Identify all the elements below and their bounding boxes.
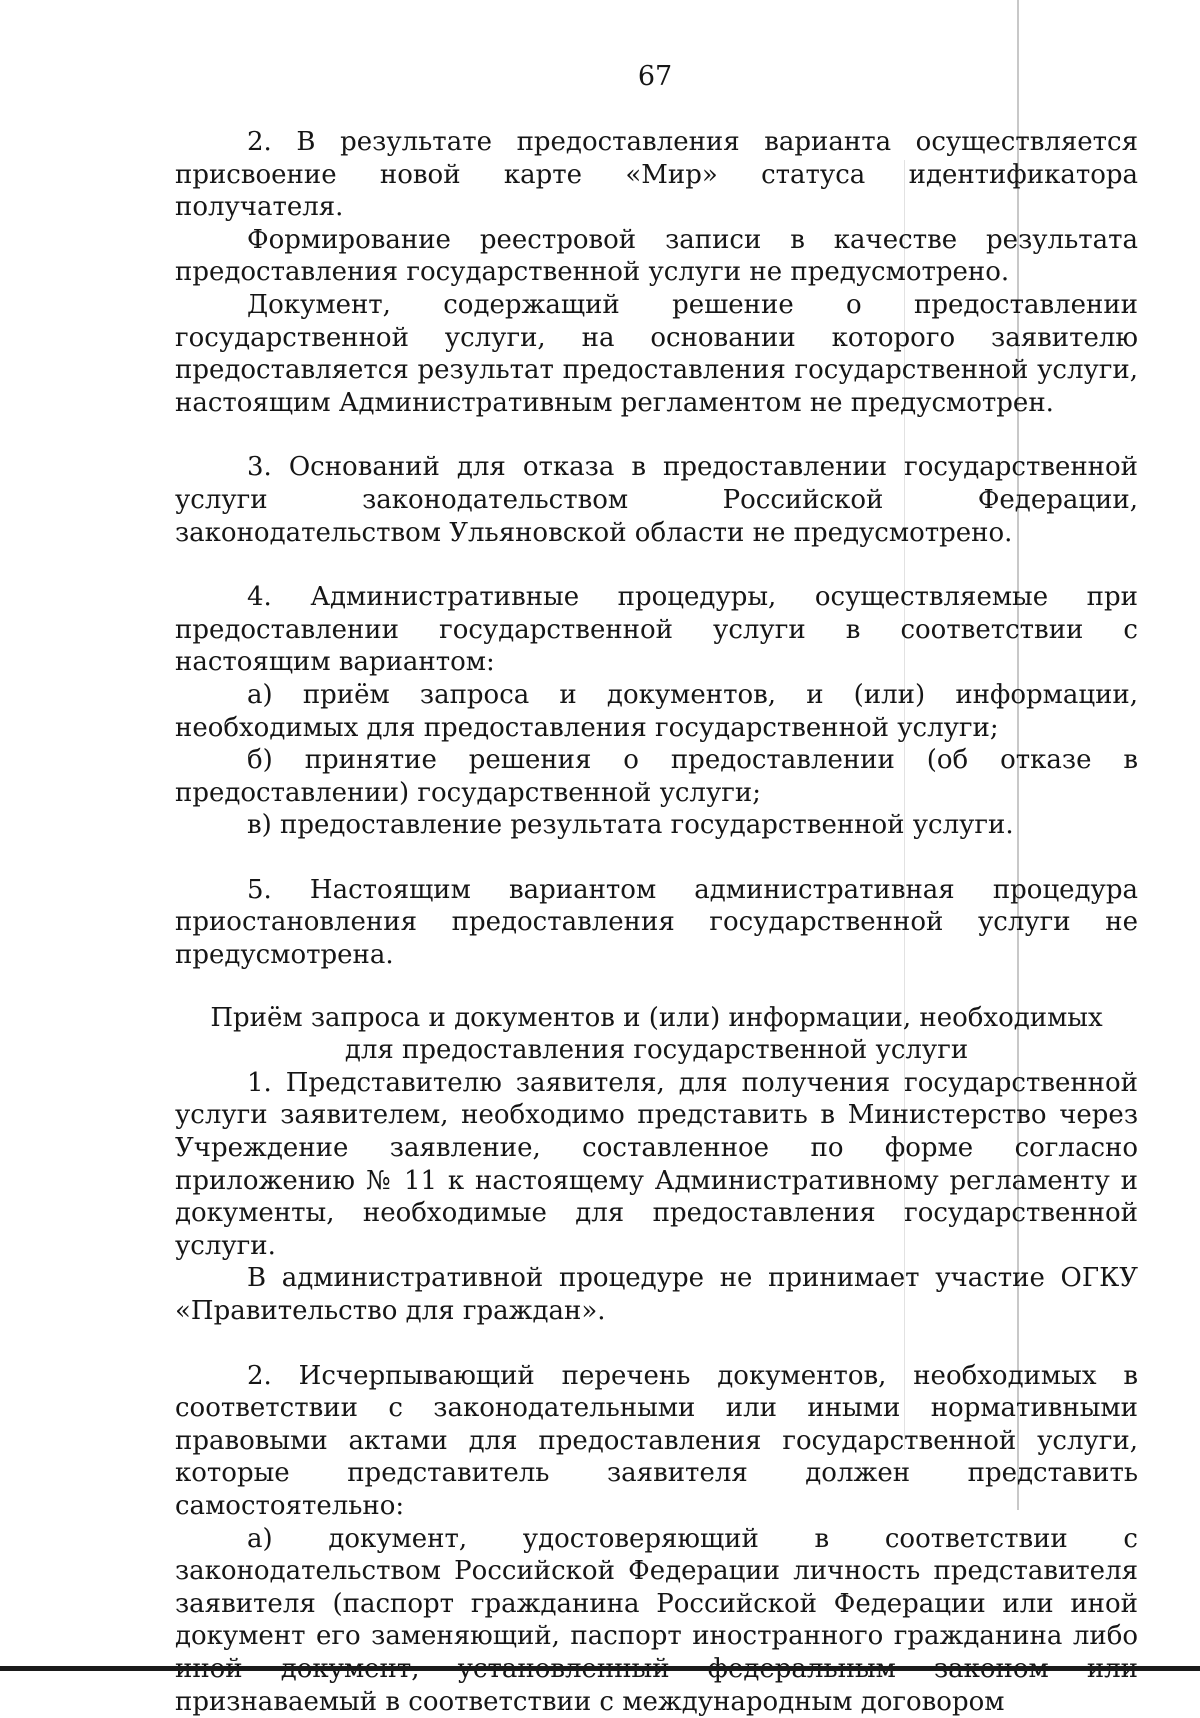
paragraph: 4. Административные процедуры, осуществляемые при предоставлении государственной услуги в соответствии с настоящим вариантом: (175, 582, 1138, 678)
paragraph: 5. Настоящим вариантом административная процедура приостановления предоставления государственной услуги не предусмотрена. (175, 874, 1138, 971)
list-item: б) принятие решения о предоставлении (об отказе в предоставлении) государственной услуги; (175, 745, 1138, 808)
paragraph: 2. В результате предоставления варианта осуществляется присвоение новой карте «Мир» статуса идентификатора получателя. (175, 127, 1138, 223)
paragraph: 3. Оснований для отказа в предоставлении государственной услуги законодательством Российской Федерации, законодательством Ульяновской области не предусмотрено. (175, 452, 1138, 548)
paragraph: Формирование реестровой записи в качестве результата предоставления государственной услуги не предусмотрено. (175, 224, 1138, 288)
list-item: в) предоставление результата государственной услуги. (247, 810, 1014, 841)
scan-border (0, 1666, 1200, 1671)
list-item: а) приём запроса и документов, и (или) информации, необходимых для предоставления государственной услуги; (175, 679, 1138, 743)
paragraph: В административной процедуре не принимает участие ОГКУ «Правительство для граждан». (175, 1263, 1138, 1326)
paragraph: Документ, содержащий решение о предоставлении государственной услуги, на основании которого заявителю предоставляется результат предоставления государственной услуги, настоящим Административным регламентом не предусмотрен. (175, 289, 1138, 418)
list-item: а) документ, удостоверяющий в соответствии с законодательством Российской Федерации личность представителя заявителя (паспорт гражданина Российской Федерации или иной документ его заменяющий, паспорт иностранного гражданина либо признаваемый в соответствии с международным договором (175, 1523, 1138, 1717)
document-body (175, 126, 1138, 1718)
paragraph: 2. Исчерпывающий перечень документов, необходимых в соответствии с законодательными или иными нормативными правовыми актами для предоставления государственной услуги, которые представитель заявителя должен представить самостоятельно: (175, 1360, 1138, 1521)
section-heading: Приём запроса и документов и (или) информации, необходимых для предоставления государственной услуги (210, 1002, 1103, 1066)
page-number: 67 (637, 61, 673, 92)
paragraph: 1. Представителю заявителя, для получения государственной услуги заявителем, необходимо представить в Министерство через Учреждение заявление, составленное по форме согласно приложению № 11 к настоящему Административному регламенту и документы, необходимые для предоставления государственной услуги. (175, 1067, 1138, 1261)
